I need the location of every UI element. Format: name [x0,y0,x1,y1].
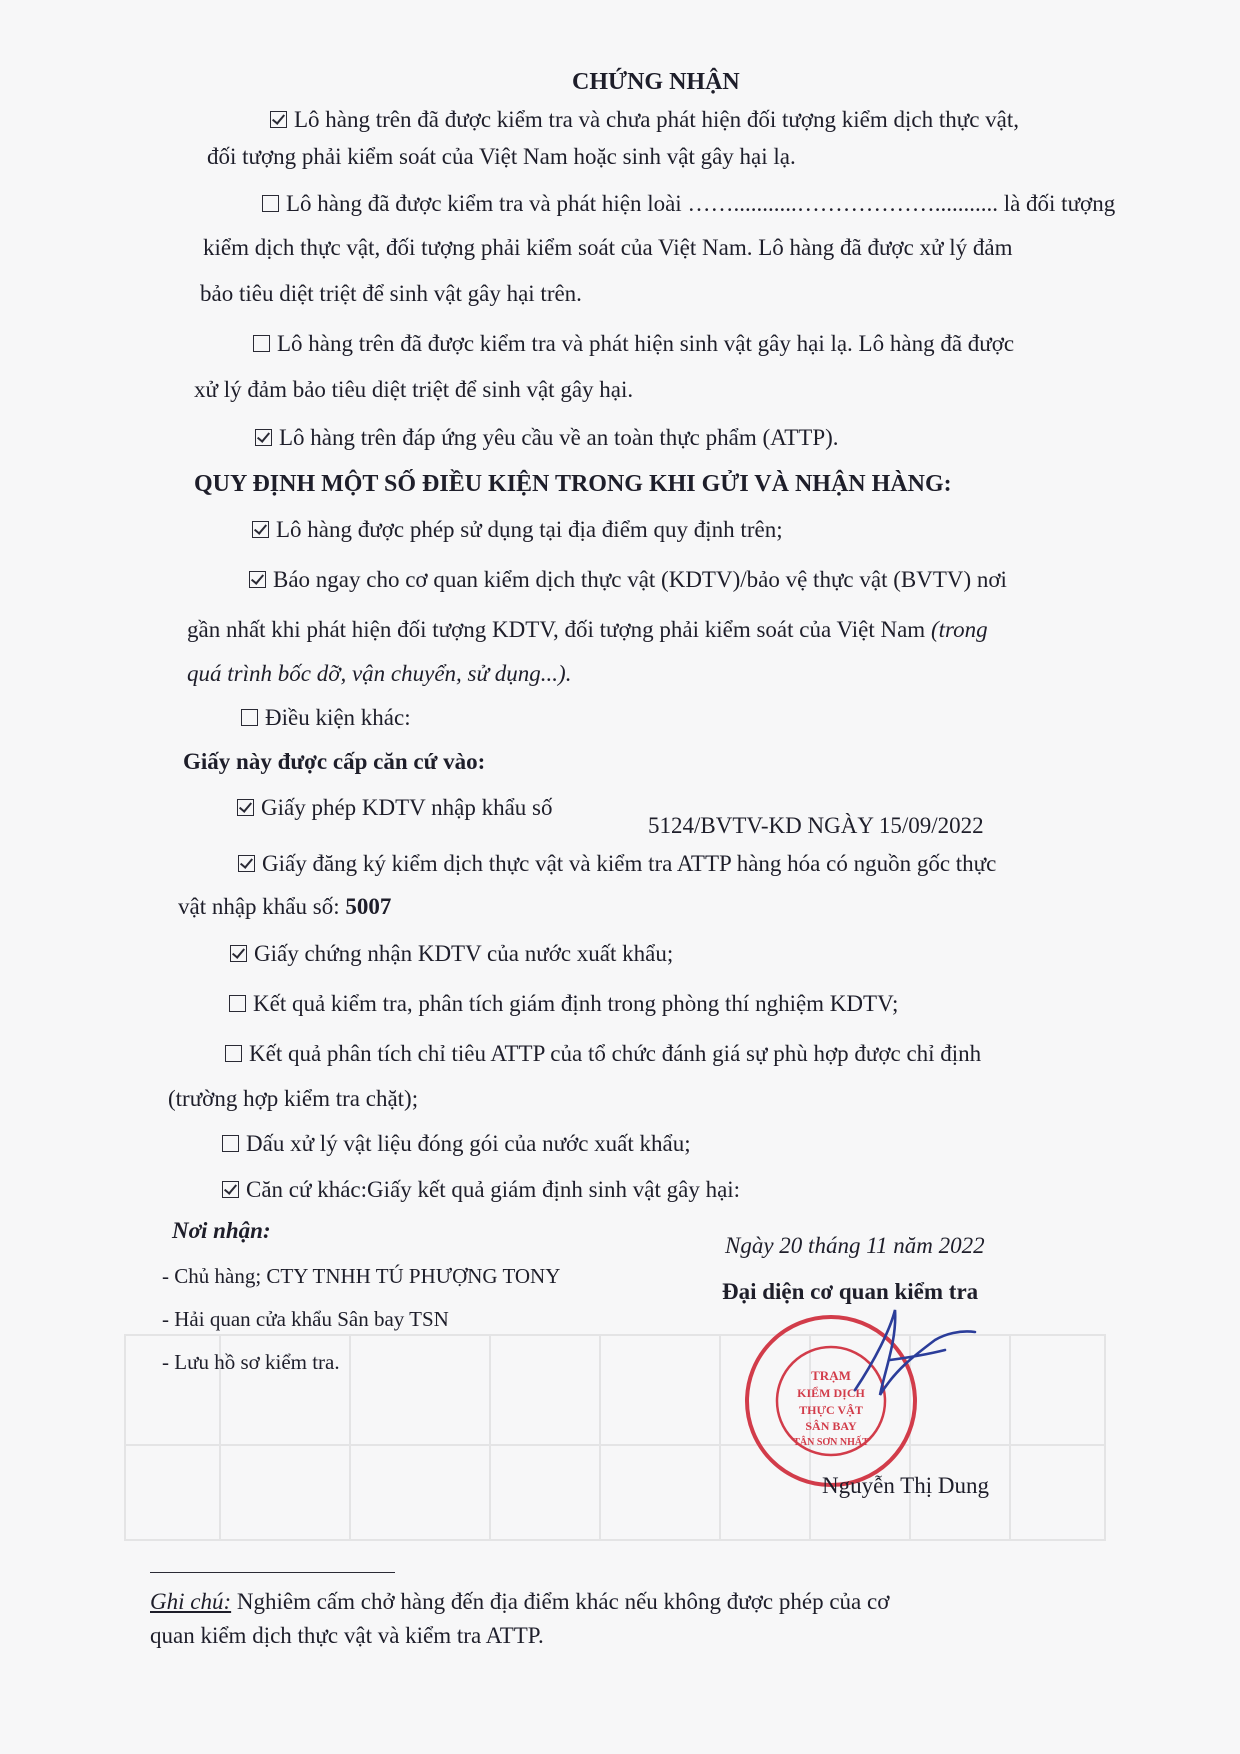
recipient-item: - Lưu hồ sơ kiểm tra. [162,1350,340,1374]
signer-name: Nguyễn Thị Dung [822,1473,989,1498]
rule-item-3: Điều kiện khác: [241,704,411,732]
cert-item-3-cont: xử lý đảm bảo tiêu diệt triệt để sinh vật gây hại. [194,377,634,402]
basis-item-5: Căn cứ khác:Giấy kết quả giám định sinh vật gây hại: [222,1176,740,1204]
basis-item-4: Dấu xử lý vật liệu đóng gói của nước xuất khẩu; [222,1130,691,1158]
checkbox-checked-icon [249,571,266,588]
basis-permit-value: 5124/BVTV-KD NGÀY 15/09/2022 [648,813,984,838]
checkbox-checked-icon [230,945,247,962]
rule-item-1: Lô hàng được phép sử dụng tại địa điểm quy định trên; [252,516,783,544]
cert-item-1-cont: đối tượng phải kiểm soát của Việt Nam hoặc sinh vật gây hại lạ. [207,144,796,169]
svg-text:TRẠM: TRẠM [811,1368,851,1383]
divider [150,1572,395,1573]
checkbox-empty-icon [262,195,279,212]
cert-item-3: Lô hàng trên đã được kiểm tra và phát hiện sinh vật gây hại lạ. Lô hàng đã được [253,330,1014,358]
rule-item-2: Báo ngay cho cơ quan kiểm dịch thực vật (KDTV)/bảo vệ thực vật (BVTV) nơi [249,566,1007,594]
rule-item-2-cont: gần nhất khi phát hiện đối tượng KDTV, đối tượng phải kiểm soát của Việt Nam (trong [187,617,988,642]
basis-permit: Giấy phép KDTV nhập khẩu số [237,794,553,822]
basis-item-3-cont: (trường hợp kiểm tra chặt); [168,1086,419,1111]
checkbox-checked-icon [255,429,272,446]
checkbox-empty-icon [241,709,258,726]
cert-item-1: Lô hàng trên đã được kiểm tra và chưa phát hiện đối tượng kiểm dịch thực vật, [270,106,1019,134]
cert-item-2-cont: kiểm dịch thực vật, đối tượng phải kiểm soát của Việt Nam. Lô hàng đã được xử lý đảm [203,235,1013,260]
checkbox-checked-icon [238,855,255,872]
svg-text:TÂN SƠN NHẤT: TÂN SƠN NHẤT [793,1437,869,1448]
recipients-label: Nơi nhận: [172,1218,271,1243]
basis-registration-cont: vật nhập khẩu số: 5007 [178,894,392,919]
svg-text:KIỂM DỊCH: KIỂM DỊCH [797,1386,865,1400]
checkbox-empty-icon [222,1135,239,1152]
checkbox-checked-icon [222,1181,239,1198]
signing-title: Đại diện cơ quan kiểm tra [722,1279,979,1304]
checkbox-empty-icon [229,995,246,1012]
cert-item-2: Lô hàng đã được kiểm tra và phát hiện loài ……...........………………........... là đối tượng [262,190,1115,218]
basis-item-1: Giấy chứng nhận KDTV của nước xuất khẩu; [230,940,673,968]
cert-heading: CHỨNG NHẬN [572,69,740,95]
basis-item-2: Kết quả kiểm tra, phân tích giám định trong phòng thí nghiệm KDTV; [229,990,898,1018]
svg-text:SÂN BAY: SÂN BAY [805,1419,857,1433]
checkbox-checked-icon [252,521,269,538]
signature [835,1300,985,1400]
cert-item-4: Lô hàng trên đáp ứng yêu cầu về an toàn thực phẩm (ATTP). [255,424,839,452]
checkbox-empty-icon [253,335,270,352]
note-line-1: Ghi chú: Nghiêm cấm chở hàng đến địa điểm khác nếu không được phép của cơ [150,1589,890,1614]
basis-heading: Giấy này được cấp căn cứ vào: [183,749,486,774]
basis-registration: Giấy đăng ký kiểm dịch thực vật và kiểm tra ATTP hàng hóa có nguồn gốc thực [238,850,996,878]
recipient-item: - Chủ hàng; CTY TNHH TÚ PHƯỢNG TONY [162,1264,561,1288]
rule-item-2-cont2: quá trình bốc dỡ, vận chuyển, sử dụng...). [187,661,572,686]
recipient-item: - Hải quan cửa khẩu Sân bay TSN [162,1307,449,1331]
rules-heading: QUY ĐỊNH MỘT SỐ ĐIỀU KIỆN TRONG KHI GỬI VÀ NHẬN HÀNG: [194,471,952,497]
checkbox-checked-icon [270,111,287,128]
svg-text:THỰC VẬT: THỰC VẬT [799,1403,863,1417]
note-line-2: quan kiểm dịch thực vật và kiểm tra ATTP. [150,1623,544,1648]
signing-date: Ngày 20 tháng 11 năm 2022 [725,1233,985,1258]
checkbox-empty-icon [225,1045,242,1062]
checkbox-checked-icon [237,799,254,816]
cert-item-2-cont2: bảo tiêu diệt triệt để sinh vật gây hại trên. [200,281,582,306]
basis-item-3: Kết quả phân tích chỉ tiêu ATTP của tổ chức đánh giá sự phù hợp được chỉ định [225,1040,981,1068]
